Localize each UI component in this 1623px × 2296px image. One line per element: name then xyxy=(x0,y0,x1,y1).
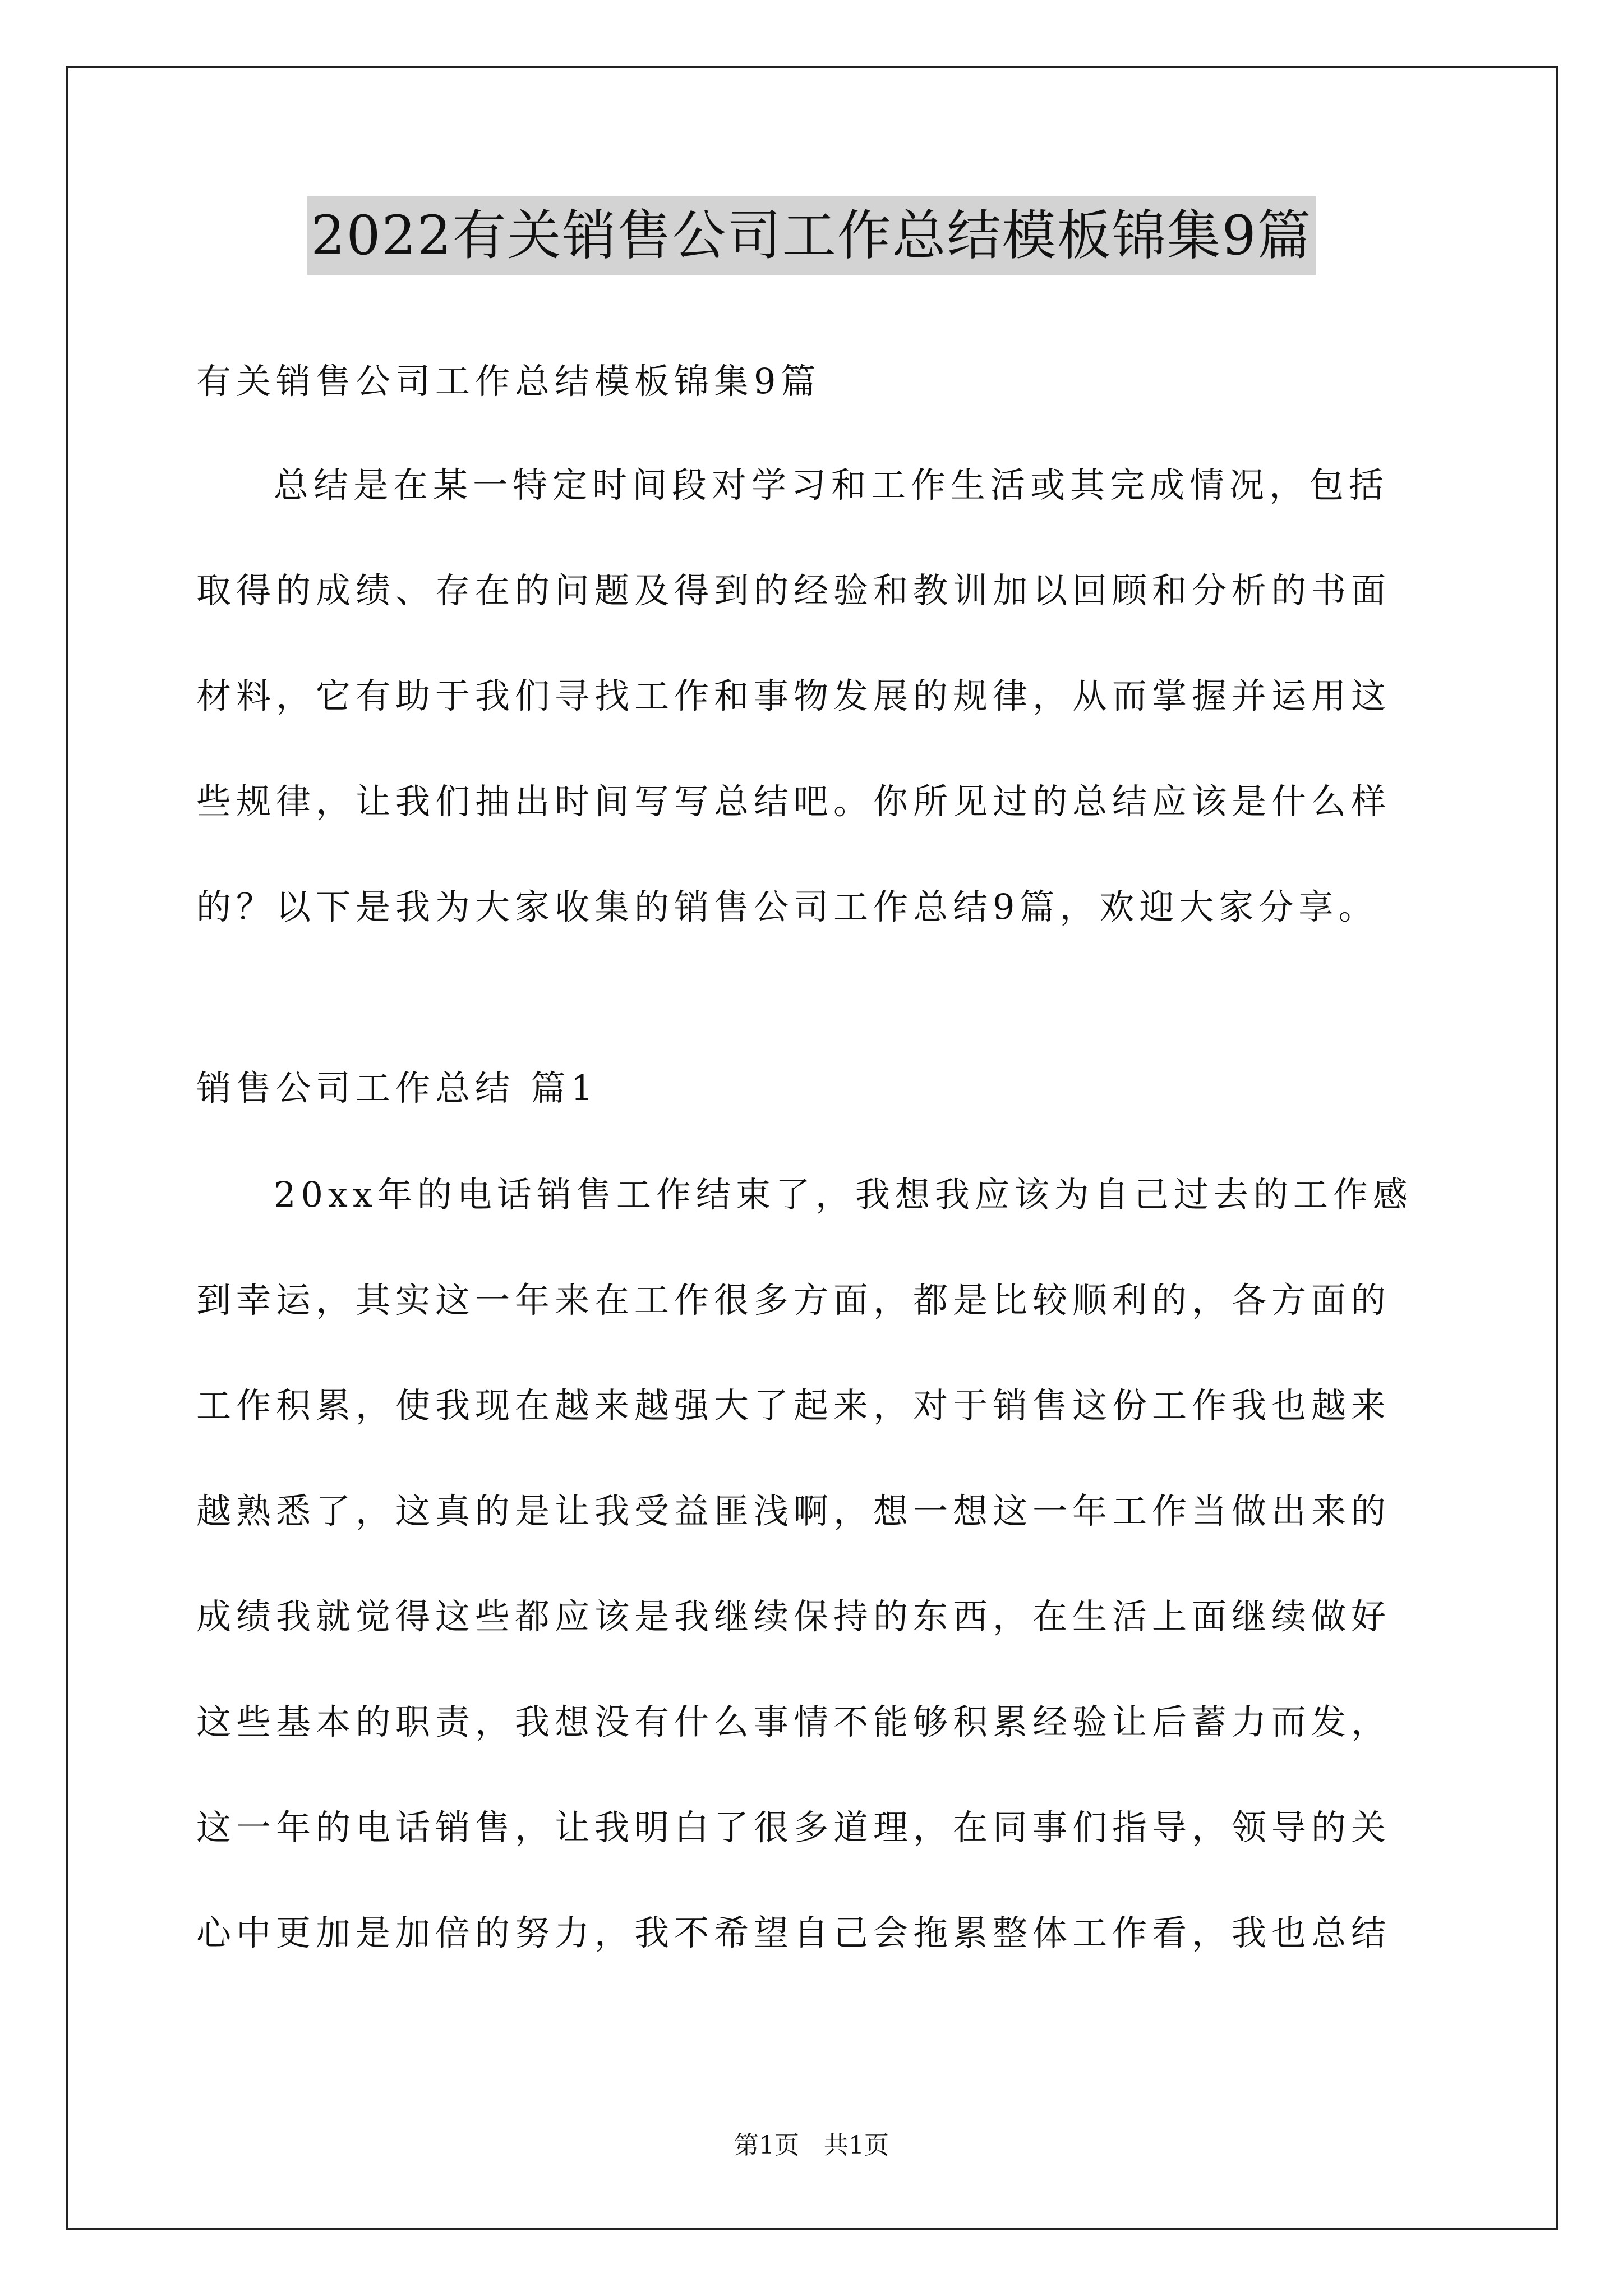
page-footer: 第1页 共1页 xyxy=(734,2131,889,2160)
section-line: 20xx年的电话销售工作结束了，我想我应该为自己过去的工作感 xyxy=(274,1174,1413,1215)
title-container xyxy=(0,196,1623,275)
intro-line: 材料，它有助于我们寻找工作和事物发展的规律，从而掌握并运用这 xyxy=(196,675,1391,716)
section-line: 这些基本的职责，我想没有什么事情不能够积累经验让后蓄力而发， xyxy=(196,1701,1391,1742)
intro-line: 些规律，让我们抽出时间写写总结吧。你所见过的总结应该是什么样 xyxy=(196,781,1391,822)
intro-paragraph xyxy=(196,457,1430,984)
intro-line: 总结是在某一特定时间段对学习和工作生活或其完成情况，包括 xyxy=(274,464,1389,505)
section-line: 工作积累，使我现在越来越强大了起来，对于销售这份工作我也越来 xyxy=(196,1385,1391,1426)
section-line: 越熟悉了，这真的是让我受益匪浅啊，想一想这一年工作当做出来的 xyxy=(196,1490,1391,1531)
section-line: 心中更加是加倍的努力，我不希望自己会拖累整体工作看，我也总结 xyxy=(196,1912,1391,1953)
section-paragraph xyxy=(196,1167,1430,2010)
document-subtitle: 有关销售公司工作总结模板锦集9篇 xyxy=(196,361,821,402)
intro-line: 的？以下是我为大家收集的销售公司工作总结9篇，欢迎大家分享。 xyxy=(196,886,1378,927)
intro-line: 取得的成绩、存在的问题及得到的经验和教训加以回顾和分析的书面 xyxy=(196,570,1391,611)
section-line: 成绩我就觉得这些都应该是我继续保持的东西，在生活上面继续做好 xyxy=(196,1596,1391,1637)
section-line: 这一年的电话销售，让我明白了很多道理，在同事们指导，领导的关 xyxy=(196,1807,1391,1848)
section-line: 到幸运，其实这一年来在工作很多方面，都是比较顺利的，各方面的 xyxy=(196,1280,1391,1320)
document-title: 2022有关销售公司工作总结模板锦集9篇 xyxy=(307,196,1315,275)
section-heading: 销售公司工作总结 篇1 xyxy=(196,1068,598,1108)
